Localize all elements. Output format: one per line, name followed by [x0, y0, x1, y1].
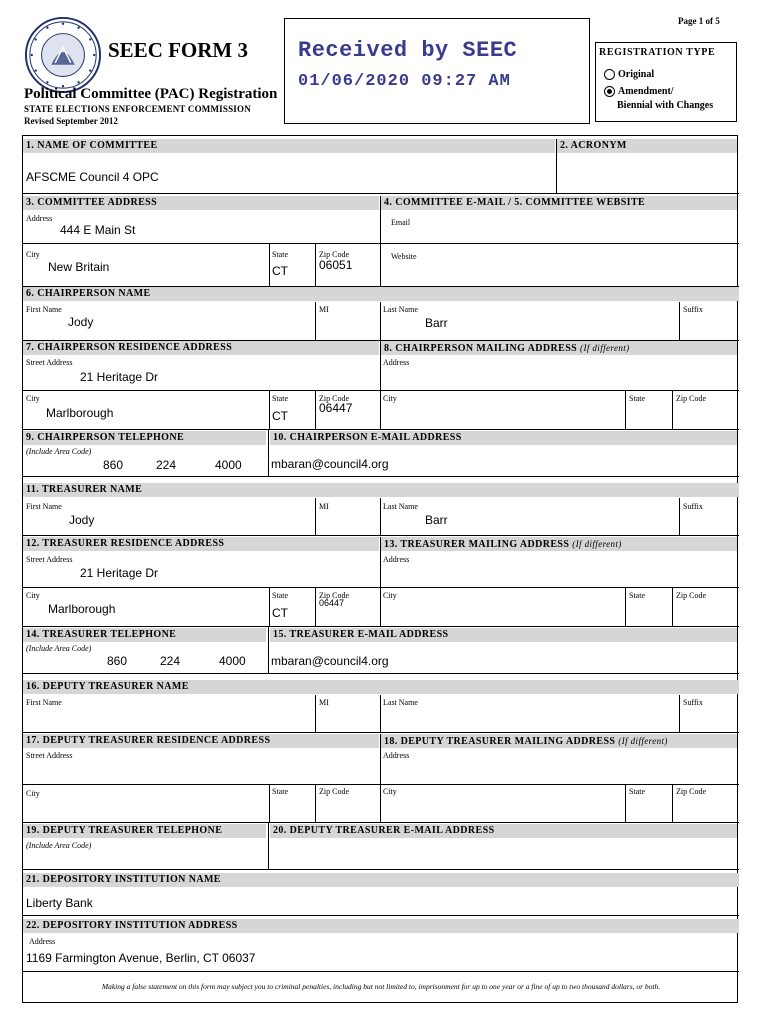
- depository-name-field[interactable]: Liberty Bank: [26, 896, 93, 910]
- city-label: City: [26, 789, 40, 798]
- mailing-address-label: Address: [383, 751, 410, 760]
- state-label: State: [629, 787, 645, 796]
- page-number: Page 1 of 5: [678, 16, 720, 26]
- section-1-header: 1. NAME OF COMMITTEE: [23, 139, 555, 153]
- agency-name: STATE ELECTIONS ENFORCEMENT COMMISSION: [24, 104, 251, 114]
- zip-label: Zip Code: [676, 787, 706, 796]
- last-name-label: Last Name: [383, 502, 418, 511]
- section-11-header: 11. TREASURER NAME: [23, 483, 739, 497]
- chair-street-field[interactable]: 21 Heritage Dr: [80, 370, 159, 384]
- form-subtitle: Political Committee (PAC) Registration: [24, 86, 278, 102]
- state-label: State: [272, 591, 288, 600]
- registration-form: [22, 135, 738, 1003]
- zip-label: Zip Code: [319, 591, 349, 600]
- treasurer-phone-area-field[interactable]: 860: [107, 654, 128, 668]
- state-label: State: [629, 394, 645, 403]
- chair-phone-area-field[interactable]: 860: [103, 458, 124, 472]
- radio-amendment[interactable]: [604, 86, 615, 97]
- section-6-header: 6. CHAIRPERSON NAME: [23, 287, 739, 301]
- section-21-header: 21. DEPOSITORY INSTITUTION NAME: [23, 873, 739, 887]
- revision-date: Revised September 2012: [24, 116, 118, 126]
- committee-city-field[interactable]: New Britain: [48, 260, 110, 274]
- radio-original[interactable]: [604, 69, 615, 80]
- zip-label: Zip Code: [319, 394, 349, 403]
- treasurer-phone-prefix-field[interactable]: 224: [160, 654, 181, 668]
- radio-amendment-label: Amendment/: [618, 86, 674, 97]
- section-16-header: 16. DEPUTY TREASURER NAME: [23, 680, 739, 694]
- city-label: City: [26, 591, 40, 600]
- treasurer-email-field[interactable]: mbaran@council4.org: [271, 654, 389, 668]
- suffix-label: Suffix: [683, 305, 703, 314]
- first-name-label: First Name: [26, 305, 62, 314]
- address-label: Address: [26, 214, 53, 223]
- zip-label: Zip Code: [319, 787, 349, 796]
- mi-label: MI: [319, 502, 329, 511]
- section-17-header: 17. DEPUTY TREASURER RESIDENCE ADDRESS: [23, 734, 379, 748]
- treasurer-zip-field[interactable]: 06447: [319, 598, 345, 608]
- area-code-note: (Include Area Code): [26, 447, 92, 456]
- treasurer-last-name-field[interactable]: Barr: [425, 513, 448, 527]
- city-label: City: [383, 591, 397, 600]
- section-19-header: 19. DEPUTY TREASURER TELEPHONE: [23, 824, 266, 838]
- committee-state-field[interactable]: CT: [272, 264, 288, 278]
- received-stamp-box: [284, 18, 590, 124]
- chair-city-field[interactable]: Marlborough: [46, 406, 114, 420]
- radio-amendment-label-line2: Biennial with Changes: [617, 100, 714, 111]
- section-9-header: 9. CHAIRPERSON TELEPHONE: [23, 431, 266, 445]
- mi-label: MI: [319, 698, 329, 707]
- section-14-header: 14. TREASURER TELEPHONE: [23, 628, 266, 642]
- first-name-label: First Name: [26, 502, 62, 511]
- section-7-header: 7. CHAIRPERSON RESIDENCE ADDRESS: [23, 341, 379, 355]
- section-18-header: 18. DEPUTY TREASURER MAILING ADDRESS (If different): [381, 734, 737, 748]
- first-name-label: First Name: [26, 698, 62, 707]
- chair-phone-line-field[interactable]: 4000: [215, 458, 242, 472]
- suffix-label: Suffix: [683, 698, 703, 707]
- chair-first-name-field[interactable]: Jody: [68, 315, 94, 329]
- section-15-header: 15. TREASURER E-MAIL ADDRESS: [270, 628, 737, 642]
- area-code-note: (Include Area Code): [26, 841, 92, 850]
- treasurer-city-field[interactable]: Marlborough: [48, 602, 116, 616]
- email-label: Email: [391, 218, 411, 227]
- state-label: State: [629, 591, 645, 600]
- depository-address-field[interactable]: 1169 Farmington Avenue, Berlin, CT 06037: [26, 951, 256, 965]
- treasurer-phone-line-field[interactable]: 4000: [219, 654, 246, 668]
- section-20-header: 20. DEPUTY TREASURER E-MAIL ADDRESS: [270, 824, 737, 838]
- section-12-header: 12. TREASURER RESIDENCE ADDRESS: [23, 537, 379, 551]
- mailing-address-label: Address: [383, 358, 410, 367]
- chair-phone-prefix-field[interactable]: 224: [156, 458, 177, 472]
- received-stamp-title: Received by SEEC: [298, 38, 518, 63]
- committee-address-field[interactable]: 444 E Main St: [60, 223, 136, 237]
- city-label: City: [383, 394, 397, 403]
- street-label: Street Address: [26, 751, 73, 760]
- mailing-address-label: Address: [383, 555, 410, 564]
- address-label: Address: [29, 937, 56, 946]
- mi-label: MI: [319, 305, 329, 314]
- last-name-label: Last Name: [383, 305, 418, 314]
- received-stamp-datetime: 01/06/2020 09:27 AM: [298, 72, 511, 91]
- registration-type-title: REGISTRATION TYPE: [599, 47, 716, 58]
- committee-zip-field[interactable]: 06051: [319, 258, 353, 272]
- state-label: State: [272, 787, 288, 796]
- state-label: State: [272, 250, 288, 259]
- committee-name-field[interactable]: AFSCME Council 4 OPC: [26, 170, 159, 184]
- website-label: Website: [391, 252, 417, 261]
- section-2-header: 2. ACRONYM: [557, 139, 737, 153]
- section-22-header: 22. DEPOSITORY INSTITUTION ADDRESS: [23, 919, 739, 933]
- zip-label: Zip Code: [319, 250, 349, 259]
- state-label: State: [272, 394, 288, 403]
- last-name-label: Last Name: [383, 698, 418, 707]
- chair-zip-field[interactable]: 06447: [319, 401, 353, 415]
- section-10-header: 10. CHAIRPERSON E-MAIL ADDRESS: [270, 431, 737, 445]
- zip-label: Zip Code: [676, 394, 706, 403]
- treasurer-first-name-field[interactable]: Jody: [69, 513, 95, 527]
- zip-label: Zip Code: [676, 591, 706, 600]
- city-label: City: [26, 394, 40, 403]
- treasurer-street-field[interactable]: 21 Heritage Dr: [80, 566, 159, 580]
- area-code-note: (Include Area Code): [26, 644, 92, 653]
- radio-original-label: Original: [618, 69, 655, 80]
- form-title: SEEC FORM 3: [108, 38, 249, 62]
- chair-last-name-field[interactable]: Barr: [425, 316, 448, 330]
- penalty-notice: Making a false statement on this form may subject you to criminal penalties, including but not limited to, imprisonment for up to one year or a fine of up to two thousand dollars, or both.: [101, 982, 661, 991]
- seec-seal-logo: [24, 16, 102, 94]
- street-label: Street Address: [26, 358, 73, 367]
- section-3-header: 3. COMMITTEE ADDRESS: [23, 196, 379, 210]
- chair-state-field[interactable]: CT: [272, 409, 288, 423]
- treasurer-state-field[interactable]: CT: [272, 606, 288, 620]
- section-13-header: 13. TREASURER MAILING ADDRESS (If different): [381, 537, 737, 551]
- chair-email-field[interactable]: mbaran@council4.org: [271, 457, 389, 471]
- street-label: Street Address: [26, 555, 73, 564]
- city-label: City: [383, 787, 397, 796]
- city-label: City: [26, 250, 40, 259]
- section-4-5-header: 4. COMMITTEE E-MAIL / 5. COMMITTEE WEBSITE: [381, 196, 737, 210]
- section-8-header: 8. CHAIRPERSON MAILING ADDRESS (If different): [381, 341, 737, 355]
- suffix-label: Suffix: [683, 502, 703, 511]
